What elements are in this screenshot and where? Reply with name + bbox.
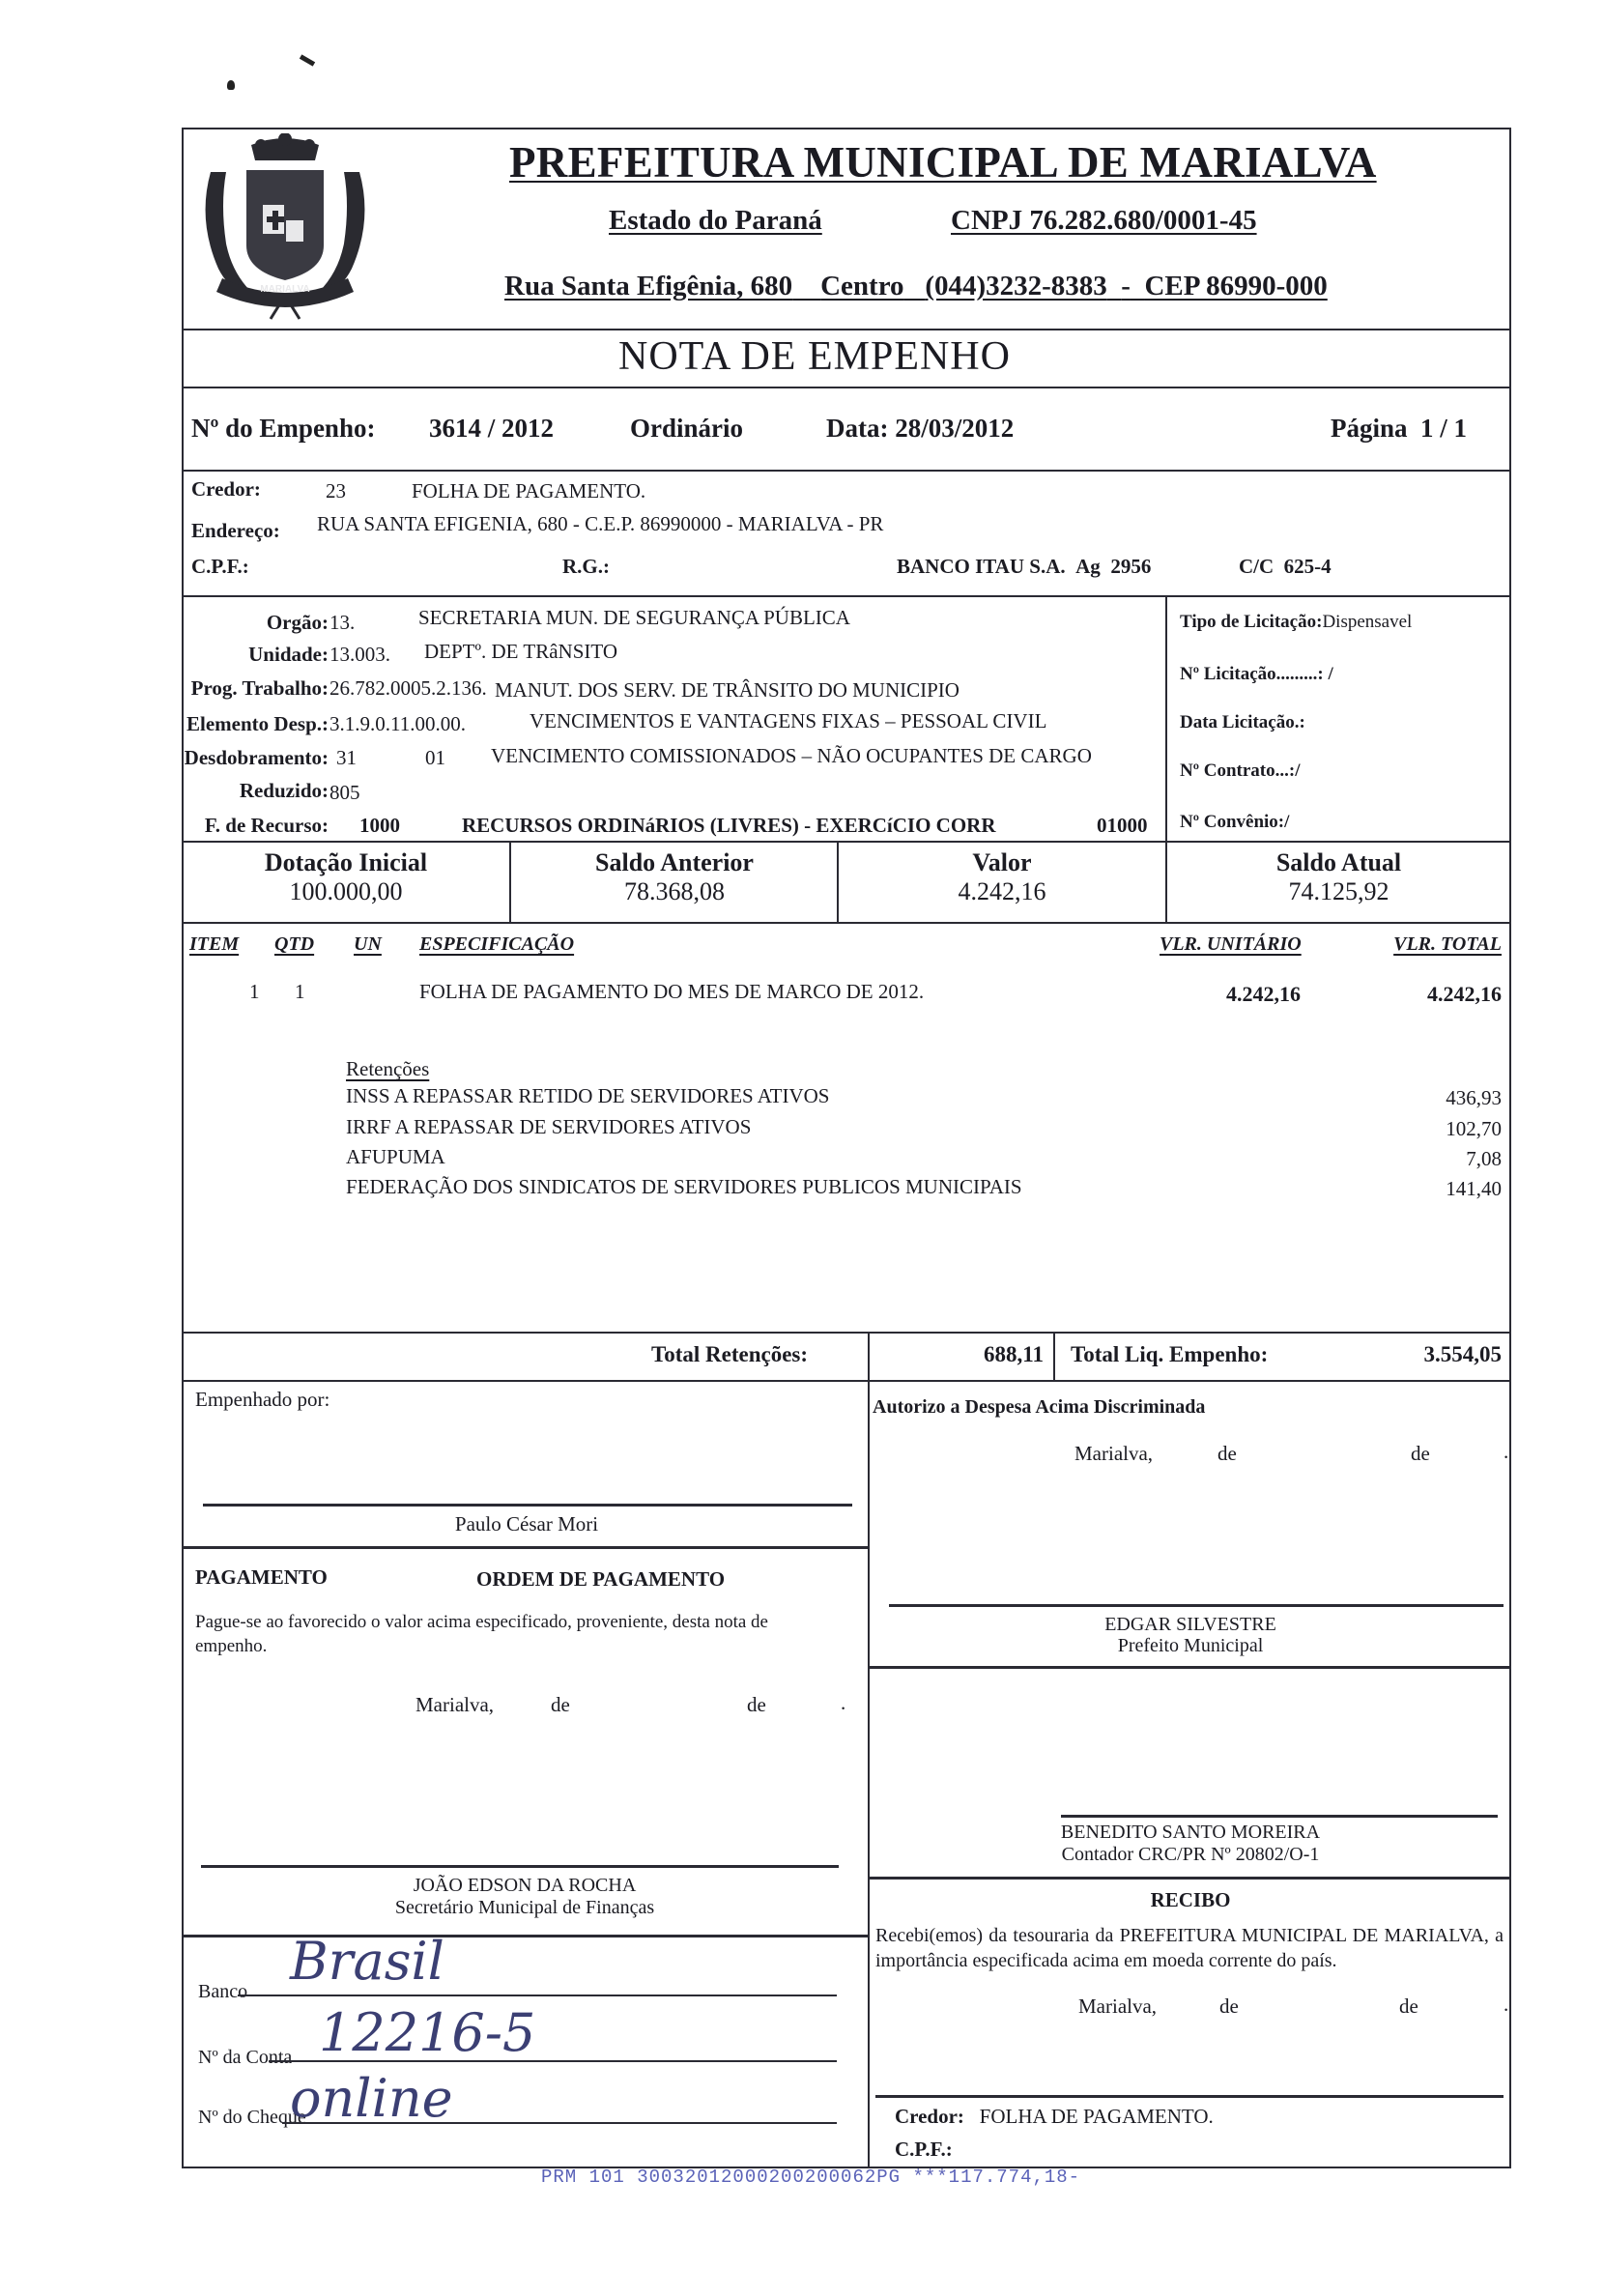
retencao-value: 436,93 [1446, 1086, 1502, 1109]
credor-name: FOLHA DE PAGAMENTO. [412, 479, 646, 502]
address-line [504, 271, 1328, 302]
row-especificacao: FOLHA DE PAGAMENTO DO MES DE MARCO DE 2012. [419, 980, 925, 1003]
row-item: 1 [249, 980, 260, 1003]
prog-code: 26.782.0005.2.136. [329, 676, 487, 700]
unidade-code: 13.003. [329, 643, 390, 666]
unidade-name: DEPTº. DE TRâNSITO [424, 640, 617, 663]
numero-contrato: Nº Contrato...:/ [1180, 761, 1301, 781]
cpf-label: C.P.F.: [191, 555, 249, 578]
pagamento-de1: de [551, 1693, 570, 1716]
page-value: 1 / 1 [1420, 414, 1468, 443]
saldo-label: Dotação Inicial [264, 848, 428, 876]
document-title: NOTA DE EMPENHO [618, 334, 1011, 379]
retencao-value: 102,70 [1446, 1117, 1502, 1140]
retencoes-title: Retenções [346, 1057, 430, 1080]
recibo-text: Recebi(emos) da tesouraria da PREFEITURA MUNICIPAL DE MARIALVA, a importância especificada acima em moeda corrente do país. [875, 1925, 1504, 1971]
desdobramento-label: Desdobramento: [184, 746, 329, 769]
pagamento-text: Pague-se ao favorecido o valor acima especificado, proveniente, desta nota de empenho. [195, 1612, 768, 1656]
desdobramento-code1: 31 [336, 746, 357, 769]
numero-convenio: Nº Convênio:/ [1180, 812, 1290, 832]
saldo-value: 100.000,00 [289, 877, 403, 905]
ordem-pagamento-title: ORDEM DE PAGAMENTO [476, 1567, 726, 1591]
state-label: Estado do Paraná [609, 205, 822, 236]
district: Centro [820, 271, 904, 301]
retencao-desc: AFUPUMA [346, 1145, 445, 1168]
recibo-title: RECIBO [1150, 1888, 1231, 1911]
separator: - [1121, 271, 1131, 301]
cnpj-label: CNPJ 76.282.680/0001-45 [951, 205, 1257, 236]
col-header-item: ITEM [189, 933, 240, 955]
tipo-licitacao [1180, 612, 1412, 633]
page-title: PREFEITURA MUNICIPAL DE MARIALVA [509, 138, 1377, 187]
prog-name: MANUT. DOS SERV. DE TRÂNSITO DO MUNICIPIO [495, 678, 960, 702]
bank-authentication-stamp: PRM 101 30032012000200200062PG ***117.774,18- [541, 2167, 1081, 2188]
recibo-credor [895, 2105, 1214, 2129]
saldo-label: Saldo Atual [1275, 848, 1402, 876]
col-header-qtd: QTD [274, 933, 315, 955]
signature-line [203, 1504, 852, 1507]
totals-box [182, 1332, 1511, 1382]
banco-field-line[interactable] [238, 1995, 837, 1996]
signature-line [1061, 1815, 1498, 1818]
saldo-label: Saldo Anterior [595, 848, 754, 876]
row-vlr-unitario: 4.242,16 [1226, 982, 1301, 1006]
banco-handwritten: Brasil [290, 1931, 444, 1992]
numero-licitacao: Nº Licitação.........: / [1180, 664, 1333, 684]
empenho-type: Ordinário [630, 414, 744, 443]
dotacao-divider [1165, 597, 1167, 841]
saldo-anterior [510, 848, 839, 906]
saldo-label: Valor [972, 848, 1032, 876]
scan-mark [300, 54, 315, 66]
recurso-code2: 01000 [1097, 814, 1148, 837]
saldo-value: 78.368,08 [624, 877, 725, 905]
elemento-label: Elemento Desp.: [186, 712, 329, 735]
col-header-vlr-unitario: VLR. UNITÁRIO [1160, 933, 1302, 955]
tipo-licitacao-label: Tipo de Licitação: [1180, 612, 1323, 632]
data-licitacao: Data Licitação.: [1180, 712, 1305, 732]
empenhado-por-label: Empenhado por: [195, 1388, 330, 1411]
dotacao-inicial [182, 848, 510, 906]
bank-name: BANCO ITAU S.A. [897, 555, 1066, 578]
empenho-number: 3614 / 2012 [429, 414, 555, 443]
conta-handwritten: 12216-5 [319, 2002, 536, 2063]
row-qtd: 1 [295, 980, 305, 1003]
pagamento-period: . [841, 1691, 846, 1714]
total-retencoes-label: Total Retenções: [651, 1342, 809, 1366]
col-header-especificacao: ESPECIFICAÇÃO [419, 933, 575, 955]
retencao-value: 7,08 [1466, 1147, 1502, 1170]
pagamento-de2: de [747, 1693, 766, 1716]
total-liquido-value: 3.554,05 [1423, 1342, 1502, 1366]
credor-code: 23 [326, 479, 346, 502]
municipal-crest-icon [193, 133, 377, 327]
recurso-code: 1000 [359, 814, 400, 837]
secretario-role: Secretário Municipal de Finanças [394, 1897, 655, 1918]
signatures-divider [868, 1382, 870, 2167]
rg-label: R.G.: [562, 555, 610, 578]
cheque-label: Nº do Cheque [198, 2107, 306, 2128]
address: Rua Santa Efigênia, 680 [504, 271, 793, 301]
orgao-code: 13. [329, 611, 356, 634]
agency-label: Ag [1075, 555, 1101, 578]
agency-value: 2956 [1110, 555, 1152, 578]
saldo-value: 4.242,16 [958, 877, 1046, 905]
saldo-atual [1166, 848, 1511, 906]
signature-line [875, 2095, 1504, 2098]
page-indicator [1331, 414, 1467, 444]
empenho-number-label: Nº do Empenho: [191, 414, 376, 443]
credor-label: Credor: [191, 477, 261, 501]
section-divider [870, 1666, 1511, 1669]
contador-role: Contador CRC/PR Nº 20802/O-1 [1061, 1844, 1320, 1865]
autorizo-period: . [1504, 1440, 1509, 1463]
phone: (044)3232-8383 [925, 271, 1107, 301]
autorizo-de1: de [1217, 1442, 1237, 1465]
recibo-credor-label: Credor: [895, 2105, 964, 2128]
account-value: 625-4 [1283, 555, 1332, 578]
unidade-label: Unidade: [248, 643, 329, 666]
recurso-name: RECURSOS ORDINáRIOS (LIVRES) - EXERCíCIO CORR [462, 814, 996, 837]
prefeito-name: EDGAR SILVESTRE [1104, 1614, 1276, 1635]
saldo-value: 74.125,92 [1288, 877, 1389, 905]
orgao-label: Orgão: [266, 611, 329, 634]
banco-label: Banco [198, 1981, 248, 2002]
pagamento-label: PAGAMENTO [195, 1565, 328, 1589]
scan-mark [227, 80, 235, 90]
retencao-desc: IRRF A REPASSAR DE SERVIDORES ATIVOS [346, 1115, 752, 1138]
elemento-code: 3.1.9.0.11.00.00. [329, 712, 466, 735]
autorizo-de2: de [1411, 1442, 1430, 1465]
endereco-label: Endereço: [191, 519, 280, 542]
svg-text:MARIALVA: MARIALVA [260, 284, 310, 295]
desdobramento-name: VENCIMENTO COMISSIONADOS – NÃO OCUPANTES DE CARGO [491, 744, 1092, 767]
empenhado-por-name: Paulo César Mori [454, 1512, 599, 1535]
reduzido-label: Reduzido: [239, 779, 329, 802]
recibo-de2: de [1399, 1995, 1418, 2018]
orgao-name: SECRETARIA MUN. DE SEGURANÇA PÚBLICA [418, 606, 850, 629]
secretario-name: JOÃO EDSON DA ROCHA [413, 1875, 637, 1896]
account-info [1239, 555, 1332, 579]
desdobramento-code2: 01 [425, 746, 445, 769]
pagamento-divider [184, 1546, 868, 1549]
col-header-un: UN [354, 933, 382, 955]
section-divider [184, 1935, 868, 1937]
empenho-date [826, 414, 1014, 444]
date-value: 28/03/2012 [895, 414, 1015, 443]
bank-info [897, 555, 1151, 579]
col-header-vlr-total: VLR. TOTAL [1393, 933, 1502, 955]
pagamento-city: Marialva, [415, 1693, 495, 1716]
endereco-value: RUA SANTA EFIGENIA, 680 - C.E.P. 86990000 - MARIALVA - PR [317, 512, 884, 535]
tipo-licitacao-value: Dispensavel [1322, 612, 1413, 632]
recibo-credor-value: FOLHA DE PAGAMENTO. [979, 2105, 1214, 2128]
valor [839, 848, 1165, 906]
prog-label: Prog. Trabalho: [190, 676, 329, 700]
conta-label: Nº da Conta [198, 2047, 293, 2068]
recibo-period: . [1504, 1993, 1509, 2016]
elemento-name: VENCIMENTOS E VANTAGENS FIXAS – PESSOAL CIVIL [530, 709, 1047, 732]
cheque-handwritten: online [290, 2068, 453, 2129]
contador-name: BENEDITO SANTO MOREIRA [1060, 1822, 1321, 1843]
retencao-desc: FEDERAÇÃO DOS SINDICATOS DE SERVIDORES PUBLICOS MUNICIPAIS [346, 1175, 1022, 1198]
cep: CEP 86990-000 [1144, 271, 1328, 301]
signature-line [889, 1604, 1504, 1607]
prefeito-role: Prefeito Municipal [1117, 1635, 1264, 1656]
date-label: Data: [826, 414, 889, 443]
retencao-desc: INSS A REPASSAR RETIDO DE SERVIDORES ATIVOS [346, 1084, 830, 1107]
signature-line [201, 1865, 839, 1868]
recibo-de1: de [1219, 1995, 1239, 2018]
totals-divider [1053, 1334, 1055, 1380]
total-liquido-label: Total Liq. Empenho: [1071, 1342, 1269, 1366]
recurso-label: F. de Recurso: [204, 814, 329, 837]
section-divider [870, 1877, 1511, 1880]
recibo-city: Marialva, [1078, 1995, 1158, 2018]
row-vlr-total: 4.242,16 [1427, 982, 1502, 1006]
autorizo-label: Autorizo a Despesa Acima Discriminada [873, 1396, 1206, 1418]
reduzido-value: 805 [329, 781, 360, 804]
account-label: C/C [1239, 555, 1275, 578]
recibo-connector [850, 1935, 870, 1937]
total-retencoes-value: 688,11 [984, 1342, 1044, 1366]
autorizo-city: Marialva, [1074, 1442, 1154, 1465]
recibo-cpf-label: C.P.F.: [895, 2138, 953, 2161]
page-label: Página [1331, 414, 1408, 443]
retencao-value: 141,40 [1446, 1177, 1502, 1200]
